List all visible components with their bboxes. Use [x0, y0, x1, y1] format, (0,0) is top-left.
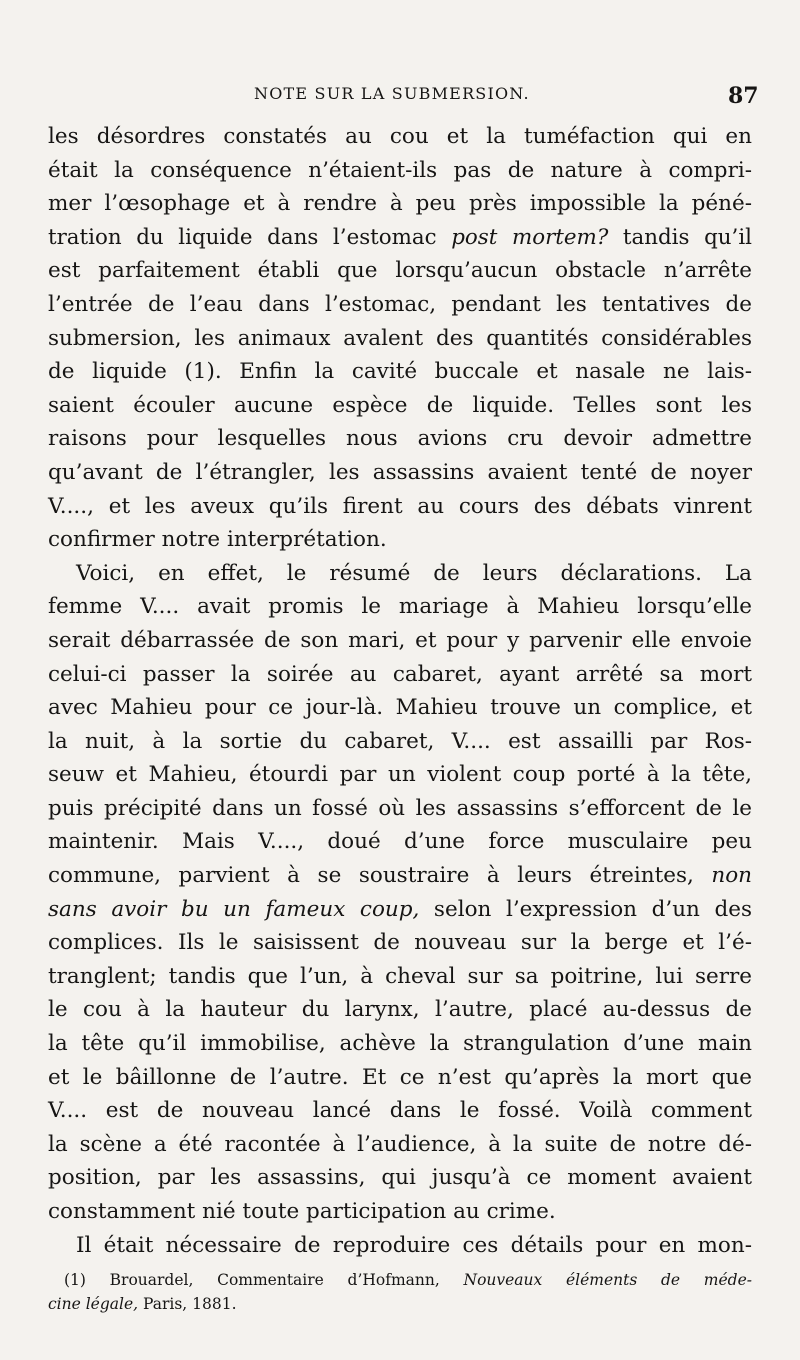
body-text: [48, 120, 752, 1262]
footnote-line: [48, 1268, 752, 1292]
text-line: maintenir. Mais V...., doué d’une force musculaire peu: [48, 829, 752, 855]
text-line: raisons pour lesquelles nous avions cru devoir admettre: [48, 426, 752, 452]
text-line: submersion, les animaux avalent des quantités considérables: [48, 325, 752, 351]
text-line: avec Mahieu pour ce jour-là. Mahieu trouve un complice, et: [48, 695, 752, 721]
italic-phrase: cine légale,: [48, 1295, 139, 1313]
text-line: qu’avant de l’étrangler, les assassins avaient tenté de noyer: [48, 459, 752, 485]
text-span: commune, parvient à se soustraire à leurs étreintes,: [48, 863, 712, 889]
text-line: saient écouler aucune espèce de liquide. Telles sont les: [48, 392, 752, 418]
page-number: 87: [728, 83, 759, 109]
text-line: serait débarrassée de son mari, et pour y parvenir elle envoie: [48, 627, 752, 653]
text-span: (1) Brouardel, Commentaire d’Hofmann,: [64, 1271, 464, 1289]
text-line: puis précipité dans un fossé où les assassins s’efforcent de le: [48, 795, 752, 821]
text-line: la tête qu’il immobilise, achève la strangulation d’une main: [48, 1031, 752, 1057]
running-head: [0, 84, 800, 114]
text-line: celui-ci passer la soirée au cabaret, ayant arrêté sa mort: [48, 661, 752, 687]
text-line: le cou à la hauteur du larynx, l’autre, placé au-dessus de: [48, 997, 752, 1023]
text-line: est parfaitement établi que lorsqu’aucun obstacle n’arrête: [48, 258, 752, 284]
italic-phrase: Nouveaux éléments de méde-: [463, 1271, 752, 1289]
footnote: [48, 1268, 752, 1316]
text-line: la scène a été racontée à l’audience, à la suite de notre dé-: [48, 1131, 752, 1157]
text-line: constamment nié toute participation au crime.: [48, 1199, 556, 1224]
text-line: de liquide (1). Enfin la cavité buccale et nasale ne lais-: [48, 359, 752, 385]
text-line: mer l’œsophage et à rendre à peu près impossible la péné-: [48, 191, 752, 217]
running-title: NOTE SUR LA SUBMERSION.: [254, 84, 530, 103]
footnote-line: [48, 1292, 752, 1316]
text-line: complices. Ils le saisissent de nouveau sur la berge et l’é-: [48, 930, 752, 956]
text-line: [48, 859, 752, 893]
text-line: [48, 893, 752, 927]
text-line: tranglent; tandis que l’un, à cheval sur sa poitrine, lui serre: [48, 963, 752, 989]
text-line: la nuit, à la sortie du cabaret, V.... est assailli par Ros-: [48, 728, 752, 754]
text-line: V...., et les aveux qu’ils firent au cours des débats vinrent: [48, 493, 752, 519]
text-line: l’entrée de l’eau dans l’estomac, pendant les tentatives de: [48, 291, 752, 317]
text-line: position, par les assassins, qui jusqu’à ce moment avaient: [48, 1165, 752, 1191]
text-span: tration du liquide dans l’estomac: [48, 224, 452, 250]
text-span: Paris, 1881.: [138, 1295, 237, 1313]
italic-phrase: post mortem?: [451, 224, 609, 250]
text-line: V.... est de nouveau lancé dans le fossé. Voilà comment: [48, 1098, 752, 1124]
text-span: selon l’expression d’un des: [419, 896, 752, 922]
text-line: et le bâillonne de l’autre. Et ce n’est qu’après la mort que: [48, 1064, 752, 1090]
text-line: seuw et Mahieu, étourdi par un violent coup porté à la tête,: [48, 762, 752, 788]
text-line: Il était nécessaire de reproduire ces détails pour en mon-: [76, 1232, 752, 1258]
italic-phrase: sans avoir bu un fameux coup,: [48, 896, 420, 922]
text-line: confirmer notre interprétation.: [48, 527, 387, 553]
text-line: Voici, en effet, le résumé de leurs déclarations. La: [76, 560, 752, 586]
text-line: les désordres constatés au cou et la tuméfaction qui en: [48, 124, 752, 149]
text-line: était la conséquence n’étaient-ils pas de nature à compri-: [48, 157, 752, 183]
italic-phrase: non: [711, 863, 752, 889]
text-line: [48, 221, 752, 255]
text-span: tandis qu’il: [608, 224, 752, 250]
text-line: femme V.... avait promis le mariage à Mahieu lorsqu’elle: [48, 594, 752, 620]
